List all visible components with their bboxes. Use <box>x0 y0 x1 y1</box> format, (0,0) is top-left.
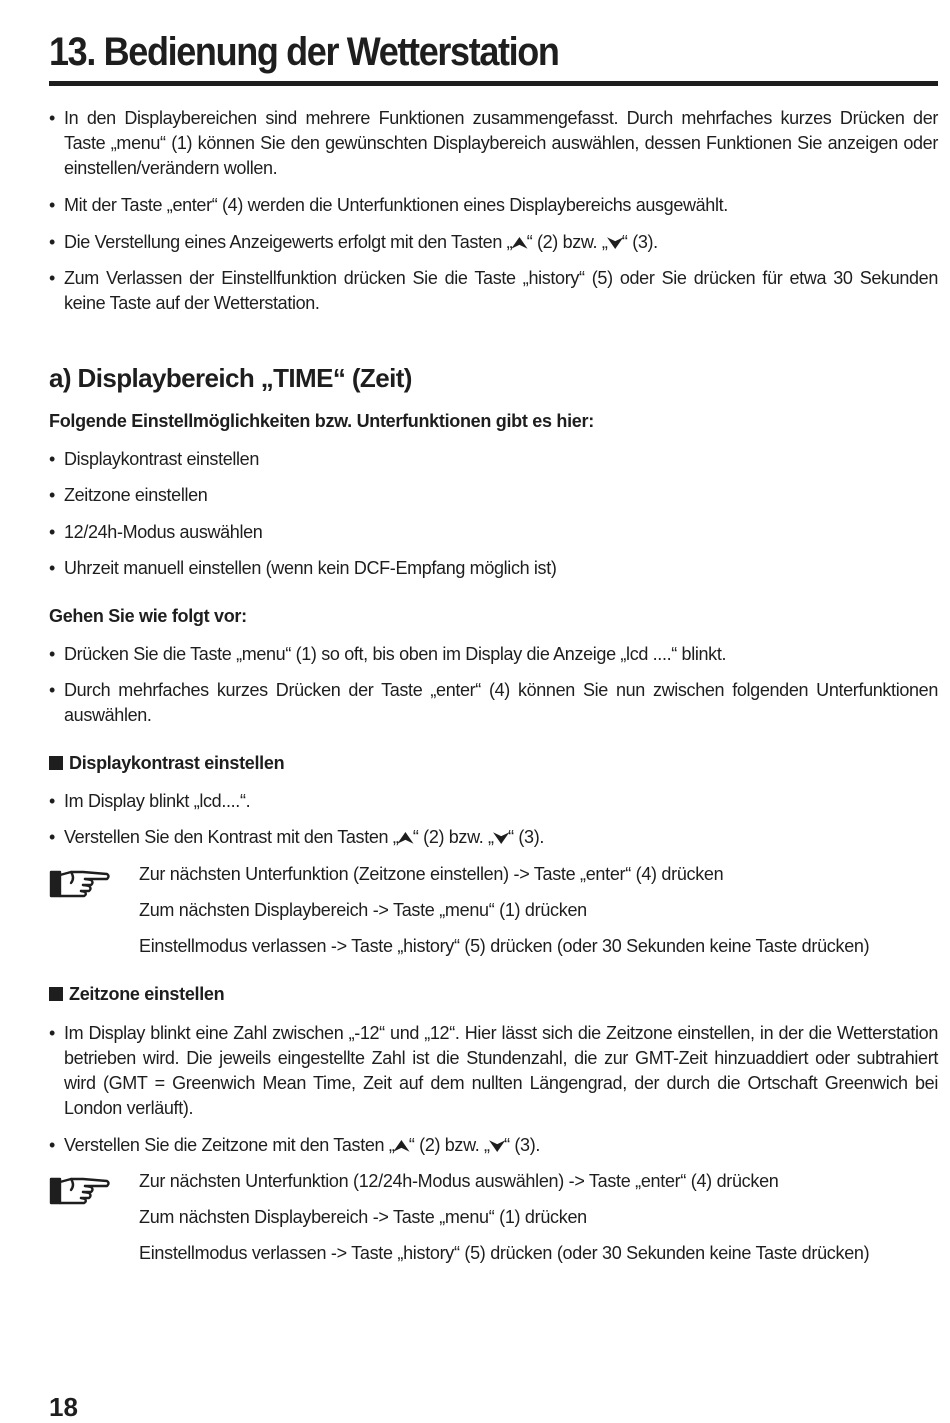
square-bullet-icon <box>49 756 63 770</box>
bullet-dot: • <box>49 522 55 542</box>
bullet-dot: • <box>49 827 55 847</box>
intro-bullet-3 <box>49 230 938 256</box>
arrow-down-icon: ⮟ <box>493 830 509 847</box>
options-lead: Folgende Einstellmöglichkeiten bzw. Unterfunktionen gibt es hier: <box>49 411 594 431</box>
intro-text-2: Mit der Taste „enter“ (4) werden die Unterfunktionen eines Displaybereichs ausgewählt. <box>64 195 728 215</box>
pointing-hand-icon <box>49 1173 111 1207</box>
bullet-dot: • <box>49 644 55 664</box>
step-item <box>49 642 938 667</box>
contrast-text <box>64 825 938 851</box>
contrast-heading <box>49 753 284 774</box>
option-item <box>49 556 938 581</box>
timezone-text-mid: “ (2) bzw. „ <box>408 1135 490 1155</box>
intro-bullet-1 <box>49 106 938 181</box>
bullet-dot: • <box>49 791 55 811</box>
bullet-dot: • <box>49 195 55 215</box>
arrow-down-icon: ⮟ <box>607 235 623 252</box>
pointing-hand-icon <box>49 866 111 900</box>
contrast-bullet <box>49 789 938 814</box>
contrast-text-end: “ (3). <box>508 827 544 847</box>
hint-exit-settings: Einstellmodus verlassen -> Taste „history“ (5) drücken (oder 30 Sekunden keine Taste drücken) <box>139 1243 870 1263</box>
intro-bullet-4 <box>49 266 938 316</box>
step-item <box>49 678 938 728</box>
bullet-dot: • <box>49 558 55 578</box>
option-text: Zeitzone einstellen <box>64 485 208 505</box>
option-item <box>49 447 938 472</box>
timezone-text-start: Verstellen Sie die Zeitzone mit den Tasten „ <box>64 1135 395 1155</box>
steps-lead: Gehen Sie wie folgt vor: <box>49 606 247 626</box>
option-item <box>49 483 938 508</box>
intro-text-1: In den Displaybereichen sind mehrere Funktionen zusammengefasst. Durch mehrfaches kurzes Drücken der Taste „menu“ (1) können Sie den gewünschten Displaybereich auswählen, dessen Funktionen Sie anzeigen oder einstellen/verändern wollen. <box>64 108 938 178</box>
timezone-text: Im Display blinkt eine Zahl zwischen „-12“ und „12“. Hier lässt sich die Zeitzone einstellen, in der die Wetterstation betrieben wird. Die jeweils eingestellte Zahl ist die Stundenzahl, die zur GMT-Zeit hinzuaddiert oder subtrahiert wird (GMT = Greenwich Mean Time, Zeit auf dem nullten Längengrad, der durch die Ortschaft Greenwich bei London verläuft). <box>64 1023 938 1118</box>
intro-text-3 <box>64 230 938 256</box>
bullet-dot: • <box>49 485 55 505</box>
bullet-dot: • <box>49 232 55 252</box>
arrow-up-icon: ⮝ <box>394 1138 410 1155</box>
bullet-dot: • <box>49 1023 55 1043</box>
option-item <box>49 520 938 545</box>
timezone-bullet <box>49 1133 938 1159</box>
hint-exit-settings: Einstellmodus verlassen -> Taste „history“ (5) drücken (oder 30 Sekunden keine Taste drücken) <box>139 936 870 956</box>
page-number: 18 <box>49 1392 78 1422</box>
hint-next-subfunction: Zur nächsten Unterfunktion (12/24h-Modus auswählen) -> Taste „enter“ (4) drücken <box>139 1171 779 1191</box>
hint-next-display-area: Zum nächsten Displaybereich -> Taste „menu“ (1) drücken <box>139 1207 587 1227</box>
square-bullet-icon <box>49 987 63 1001</box>
bullet-dot: • <box>49 268 55 288</box>
intro-text-3-mid: “ (2) bzw. „ <box>526 232 608 252</box>
option-text: Displaykontrast einstellen <box>64 449 259 469</box>
contrast-text-start: Verstellen Sie den Kontrast mit den Tasten „ <box>64 827 399 847</box>
bullet-dot: • <box>49 1135 55 1155</box>
contrast-text-mid: “ (2) bzw. „ <box>412 827 494 847</box>
contrast-heading-text: Displaykontrast einstellen <box>69 753 285 773</box>
timezone-heading-text: Zeitzone einstellen <box>69 984 225 1004</box>
intro-text-3-start: Die Verstellung eines Anzeigewerts erfolgt mit den Tasten „ <box>64 232 513 252</box>
hint-next-display-area: Zum nächsten Displaybereich -> Taste „menu“ (1) drücken <box>139 900 587 920</box>
hint-next-subfunction: Zur nächsten Unterfunktion (Zeitzone einstellen) -> Taste „enter“ (4) drücken <box>139 864 724 884</box>
bullet-dot: • <box>49 680 55 700</box>
arrow-up-icon: ⮝ <box>398 830 414 847</box>
step-text: Durch mehrfaches kurzes Drücken der Taste „enter“ (4) können Sie nun zwischen folgenden Unterfunktionen auswählen. <box>64 680 938 725</box>
page-title: 13. Bedienung der Wetterstation <box>49 30 559 74</box>
option-text: Uhrzeit manuell einstellen (wenn kein DCF-Empfang möglich ist) <box>64 558 557 578</box>
arrow-up-icon: ⮝ <box>512 235 527 252</box>
timezone-text <box>64 1133 938 1159</box>
timezone-text-end: “ (3). <box>504 1135 540 1155</box>
arrow-down-icon: ⮟ <box>489 1138 505 1155</box>
intro-bullet-2 <box>49 193 938 218</box>
intro-text-4: Zum Verlassen der Einstellfunktion drücken Sie die Taste „history“ (5) oder Sie drücken für etwa 30 Sekunden keine Taste auf der Wetterstation. <box>64 268 938 313</box>
bullet-dot: • <box>49 449 55 469</box>
step-text: Drücken Sie die Taste „menu“ (1) so oft, bis oben im Display die Anzeige „lcd ....“ blinkt. <box>64 644 727 664</box>
option-text: 12/24h-Modus auswählen <box>64 522 263 542</box>
contrast-text: Im Display blinkt „lcd....“. <box>64 791 251 811</box>
bullet-dot: • <box>49 108 55 128</box>
section-heading: a) Displaybereich „TIME“ (Zeit) <box>49 363 412 393</box>
timezone-bullet <box>49 1021 938 1121</box>
title-rule <box>49 81 938 86</box>
contrast-bullet <box>49 825 938 851</box>
timezone-heading <box>49 984 224 1005</box>
intro-text-3-end: “ (3). <box>621 232 658 252</box>
